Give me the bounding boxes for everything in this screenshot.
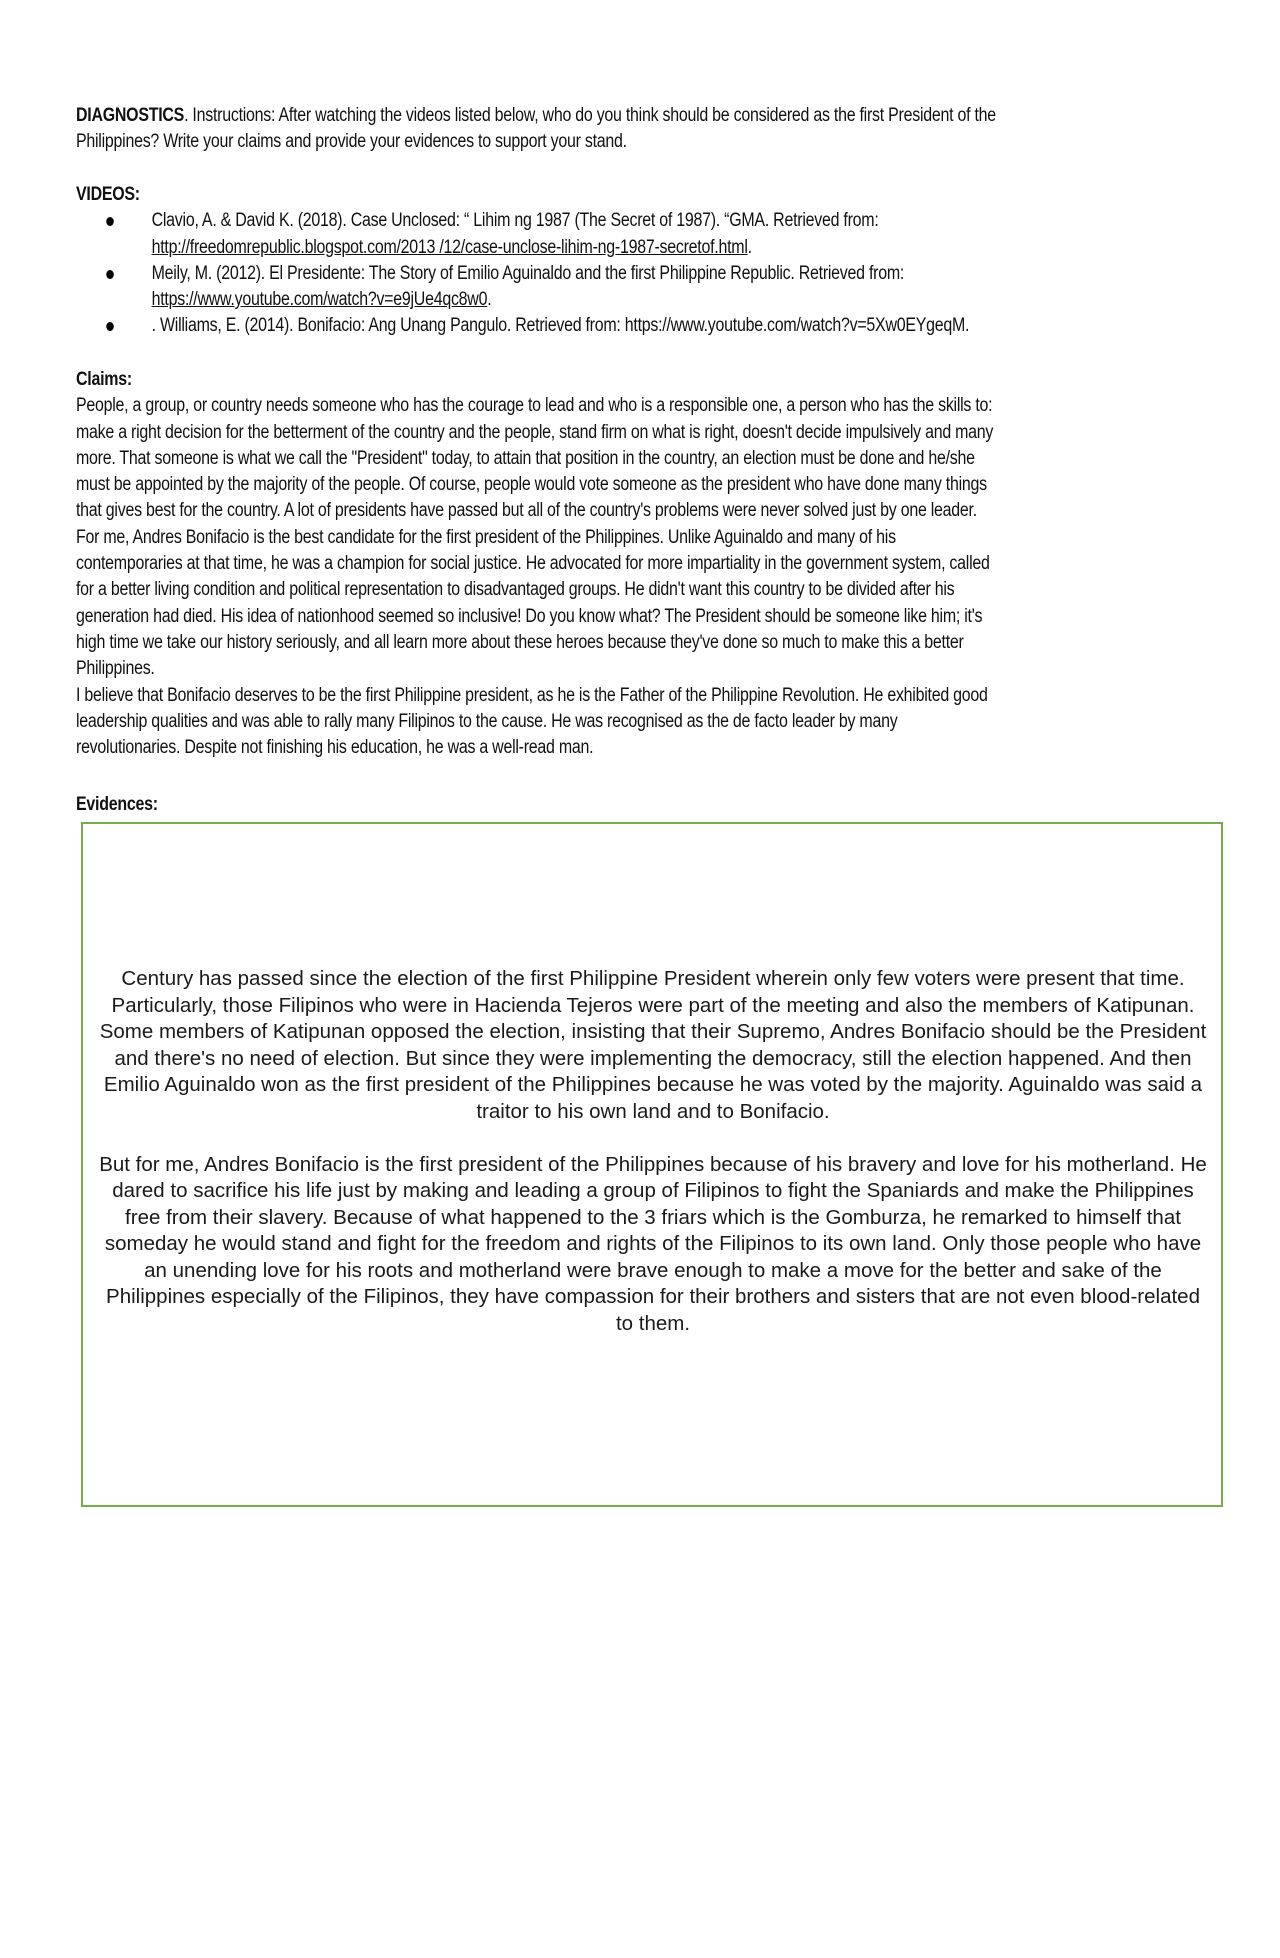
claims-line: contemporaries at that time, he was a champion for social justice. He advocated for more impartiality in the government system, called: [76, 553, 990, 575]
video-link[interactable]: http://freedomrepublic.blogspot.com/2013 /12/case-unclose-lihim-ng-1987-secretof.html: [151, 236, 748, 258]
claims-line: People, a group, or country needs someone who has the courage to lead and who is a responsible one, a person who has the skills to:: [76, 395, 993, 417]
video-link-period: .: [747, 236, 752, 258]
claims-line: revolutionaries. Despite not finishing his education, he was a well-read man.: [76, 737, 594, 759]
bullet-icon: [106, 217, 114, 226]
video-item: [76, 313, 1206, 339]
claims-line: must be appointed by the majority of the people. Of course, people would vote someone as the president who have done many things: [76, 474, 987, 496]
diagnostics-line-1: [76, 103, 1206, 129]
bullet-icon: [106, 270, 114, 279]
evidence-paragraph-2: But for me, Andres Bonifacio is the first president of the Philippines because of his bravery and love for his motherland. He dared to sacrifice his life just by making and leading a group of Filipinos to fight the Spaniards and make the Philippines free from their slavery. Because of what happened to the 3 friars which is the Gomburza, he remarked to himself that someday he would stand and fight for the freedom and rights of the Filipinos to its own land. Only those people who have an unending love for his roots and motherland were brave enough to make a move for the better and sake of the Philippines especially of the Filipinos, they have compassion for their brothers and sisters that are not even blood-related to them.: [99, 1152, 1207, 1335]
video-citation: Clavio, A. & David K. (2018). Case Unclosed: “ Lihim ng 1987 (The Secret of 1987). “GMA. Retrieved from:: [151, 210, 879, 232]
claims-line: high time we take our history seriously, and all learn more about these heroes because they've done so much to make this a better: [76, 631, 964, 653]
video-citation: Meily, M. (2012). El Presidente: The Story of Emilio Aguinaldo and the first Philippine Republic. Retrieved from:: [151, 262, 905, 284]
claims-heading: Claims:: [76, 369, 132, 390]
video-link[interactable]: https://www.youtube.com/watch?v=e9jUe4qc8w0: [151, 289, 488, 311]
claims-line: make a right decision for the betterment of the country and the people, stand firm on what is right, doesn't decide impulsively and many: [76, 421, 994, 443]
video-link-period: .: [487, 289, 492, 311]
video-item: [76, 208, 1206, 261]
evidence-text: [96, 966, 1210, 1337]
claims-line: more. That someone is what we call the "President" today, to attain that position in the country, an election must be done and he/she: [76, 447, 975, 469]
evidence-paragraph-1: Century has passed since the election of the first Philippine President wherein only few voters were present that time. Particularly, those Filipinos who were in Hacienda Tejeros were part of the meeting and also the members of Katipunan. Some members of Katipunan opposed the election, insisting that their Supremo, Andres Bonifacio should be the President and there's no need of election. But since they were implementing the democracy, still the election happened. And then Emilio Aguinaldo won as the first president of the Philippines because he was voted by the majority. Aguinaldo was said a traitor to his own land and to Bonifacio.: [99, 967, 1207, 1123]
claims-line: Philippines.: [76, 658, 155, 680]
bullet-icon: [106, 322, 114, 331]
evidences-heading: Evidences:: [76, 794, 158, 815]
video-citation: . Williams, E. (2014). Bonifacio: Ang Unang Pangulo. Retrieved from: https://www.youtube.com/watch?v=5Xw0EYgeqM.: [151, 315, 970, 337]
diagnostics-label: DIAGNOSTICS: [76, 105, 185, 126]
video-item: [76, 261, 1206, 314]
claims-line: leadership qualities and was able to rally many Filipinos to the cause. He was recognised as the de facto leader by many: [76, 710, 898, 732]
claims-section: [76, 367, 1206, 761]
videos-heading: VIDEOS:: [76, 184, 140, 205]
diagnostics-instruction-text: . Instructions: After watching the videos listed below, who do you think should be considered as the first President of the: [184, 105, 996, 126]
videos-list: [76, 208, 1206, 339]
claims-line: For me, Andres Bonifacio is the best candidate for the first president of the Philippines. Unlike Aguinaldo and many of his: [76, 526, 896, 548]
claims-line: I believe that Bonifacio deserves to be the first Philippine president, as he is the Father of the Philippine Revolution. He exhibited good: [76, 684, 988, 706]
videos-section: [76, 182, 1206, 340]
claims-line: for a better living condition and political representation to disadvantaged groups. He didn't want this country to be divided after his: [76, 579, 955, 601]
diagnostics-instructions: [76, 103, 1206, 156]
claims-line: that gives best for the country. A lot of presidents have passed but all of the country's problems were never solved just by one leader.: [76, 500, 977, 522]
claims-line: generation had died. His idea of nationhood seemed so inclusive! Do you know what? The President should be someone like him; it's: [76, 605, 983, 627]
diagnostics-line-2: Philippines? Write your claims and provide your evidences to support your stand.: [76, 131, 627, 153]
